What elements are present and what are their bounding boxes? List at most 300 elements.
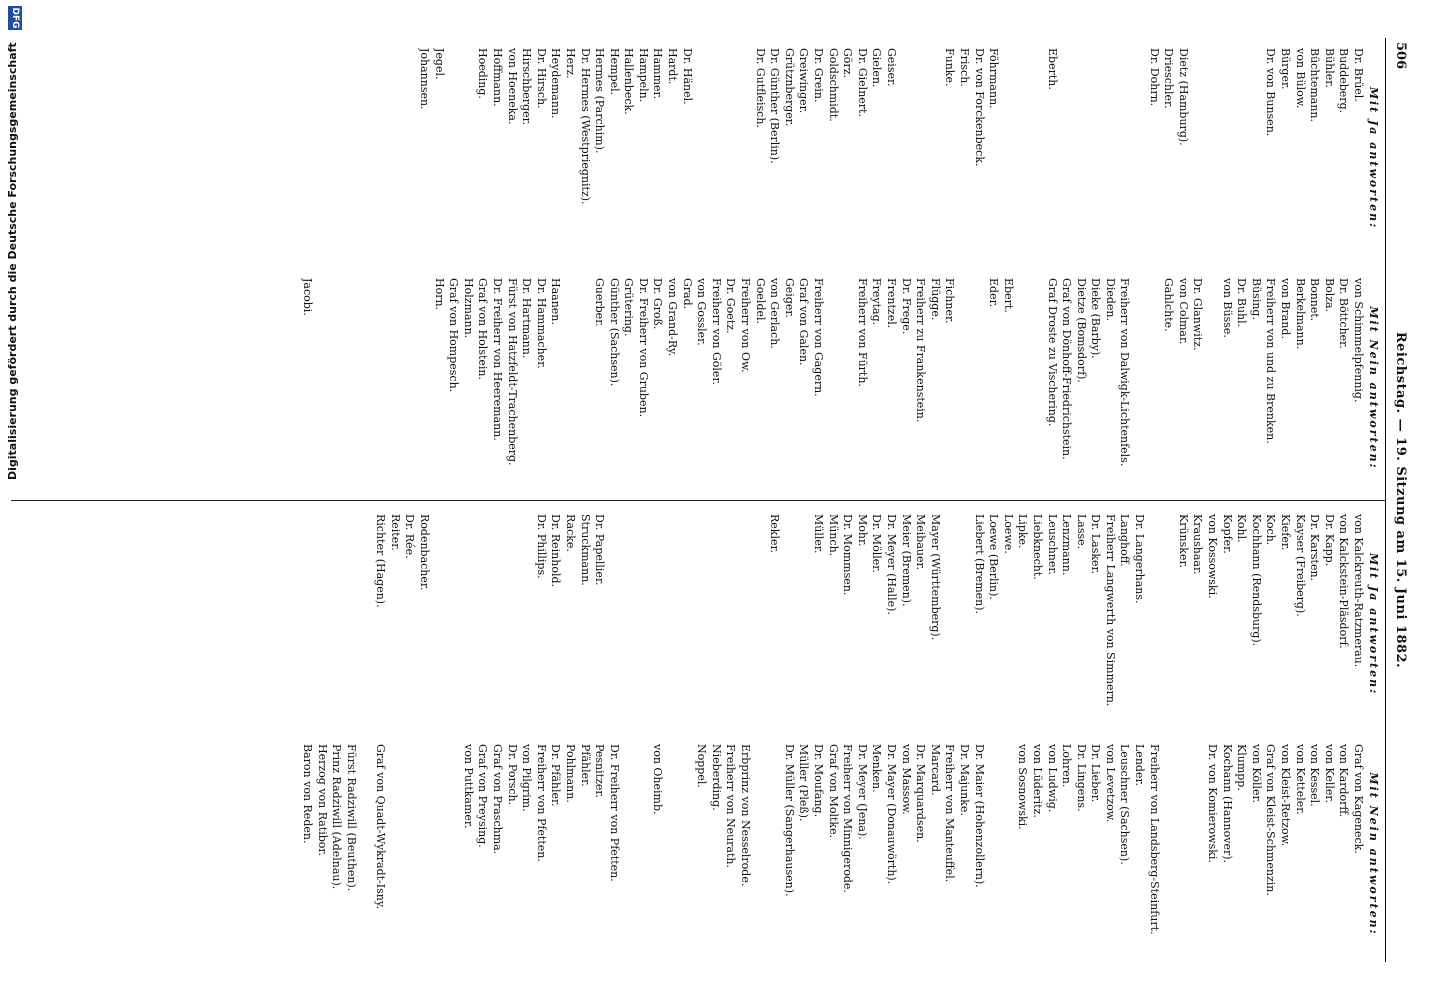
member-name: Holzmann. bbox=[461, 278, 475, 339]
member-name: von Lüderitz. bbox=[1030, 744, 1044, 818]
page-title: Reichstag. — 19. Sitzung am 15. Juni 1882. bbox=[1393, 331, 1408, 669]
member-name: von Büsse. bbox=[1220, 278, 1234, 338]
member-name: Dr. Hammacher. bbox=[534, 278, 548, 369]
member-name: Graf von Kleist-Schmenzin. bbox=[1264, 744, 1278, 896]
member-name: Graf von Hompesch. bbox=[447, 278, 461, 393]
member-name: Dr. Buhl. bbox=[1235, 278, 1249, 328]
member-name: Dr. Böttcher. bbox=[1337, 278, 1351, 349]
spacer bbox=[562, 278, 577, 498]
member-name: Hirschberger. bbox=[520, 48, 534, 126]
spacer bbox=[1204, 278, 1219, 498]
spacer bbox=[825, 278, 840, 498]
right-half bbox=[10, 514, 1380, 964]
member-name: Meier (Bremen). bbox=[899, 514, 913, 607]
member-name: Dieden. bbox=[1103, 278, 1117, 321]
spacer bbox=[1175, 744, 1190, 964]
member-name: von Brand. bbox=[1279, 278, 1293, 339]
member-name: Frentzel. bbox=[885, 278, 898, 329]
spacer bbox=[956, 278, 971, 498]
member-name: Krünsker. bbox=[1176, 514, 1190, 569]
member-name: Dr. Meyer (Jena). bbox=[855, 744, 869, 840]
member-name: Mohr. bbox=[855, 514, 869, 547]
member-name: Münch. bbox=[826, 514, 840, 557]
member-name: Dr. Gielnert. bbox=[855, 48, 869, 117]
spacer bbox=[1219, 48, 1234, 268]
member-name: Berkelmann. bbox=[1293, 278, 1307, 350]
member-name: Dietze (Bomsdorf). bbox=[1074, 278, 1088, 383]
member-name: Bürger. bbox=[1279, 48, 1293, 90]
member-name: Frisch. bbox=[957, 48, 971, 87]
member-name: Hallenbeck. bbox=[622, 48, 636, 115]
member-name: Graf von Preysing. bbox=[476, 744, 490, 848]
member-name: Kochann (Hannover). bbox=[1220, 744, 1234, 864]
spacer bbox=[416, 744, 431, 964]
member-name: Meibauer. bbox=[914, 514, 928, 571]
member-name: Dr. Hirsch. bbox=[534, 48, 548, 109]
member-name: Hempel. bbox=[607, 48, 621, 96]
member-name: Dr. Reinhold. bbox=[549, 514, 563, 588]
spacer bbox=[431, 514, 446, 734]
member-name: von Oheimb. bbox=[651, 744, 665, 815]
member-name: Dr. Porsch. bbox=[505, 744, 519, 806]
member-name: Kopfer. bbox=[1220, 514, 1234, 554]
member-name: von Gerlach. bbox=[768, 278, 782, 349]
member-name: Lohren. bbox=[1060, 744, 1074, 788]
right-yes-column bbox=[373, 514, 1380, 734]
member-name: Koch. bbox=[1264, 514, 1278, 546]
member-name: Pfähler. bbox=[578, 744, 592, 787]
spacer bbox=[402, 744, 417, 964]
spacer bbox=[431, 744, 446, 964]
member-name: Graf von Praschma. bbox=[490, 744, 504, 855]
member-name: von Gossler. bbox=[695, 278, 709, 346]
left-half bbox=[10, 48, 1380, 498]
spacer bbox=[898, 48, 913, 268]
spacer bbox=[986, 744, 1001, 964]
member-name: Reiter. bbox=[388, 514, 402, 551]
member-name: Görz. bbox=[841, 48, 855, 78]
member-name: Dr. Langerhans. bbox=[1133, 514, 1147, 604]
member-name: Dr. Marquardsen. bbox=[914, 744, 928, 843]
spacer bbox=[971, 278, 986, 498]
spacer bbox=[708, 48, 723, 268]
member-name: von Sosnowski. bbox=[1016, 744, 1030, 830]
member-name: Föhrmann. bbox=[987, 48, 1001, 109]
member-name: Liebert (Bremen). bbox=[972, 514, 986, 615]
member-name: Marcard. bbox=[928, 744, 942, 796]
spacer bbox=[796, 514, 811, 734]
member-name: Loewe. bbox=[1001, 514, 1015, 554]
member-name: Graf von Dönhoff-Friedrichstein. bbox=[1060, 278, 1074, 460]
spacer bbox=[1146, 278, 1161, 498]
spacer bbox=[387, 278, 402, 498]
member-name: Struckmann. bbox=[578, 514, 592, 586]
member-name: Freiherr von Gagern. bbox=[812, 278, 826, 397]
member-name: von Levetzow. bbox=[1103, 744, 1117, 823]
member-name: Dr. Lieber. bbox=[1089, 744, 1103, 803]
member-name: von Kardorff. bbox=[1337, 744, 1351, 818]
member-name: Freiherr von Minnigerode. bbox=[841, 744, 855, 893]
spacer bbox=[665, 514, 680, 734]
right-yes-list bbox=[373, 514, 1365, 734]
right-no-column bbox=[300, 744, 1380, 964]
member-name: Jacobi. bbox=[301, 278, 315, 316]
member-name: Dr. von Forckenbeck. bbox=[972, 48, 986, 167]
yes-heading: Mit Ja antworten: bbox=[1367, 552, 1380, 696]
member-name: Graf Droste zu Vischering. bbox=[1045, 278, 1059, 427]
member-name: Noppel. bbox=[695, 744, 709, 788]
member-name: von Hoeneka. bbox=[505, 48, 519, 125]
member-name: Freytag. bbox=[870, 278, 884, 326]
member-name: Dr. Freiherr von Heeremann. bbox=[490, 278, 504, 441]
spacer bbox=[752, 744, 767, 964]
member-name: von Kessel. bbox=[1308, 744, 1322, 807]
spacer bbox=[767, 744, 782, 964]
spacer bbox=[1132, 278, 1147, 498]
spacer bbox=[737, 514, 752, 734]
member-name: Dr. Maier (Hohenzollern). bbox=[972, 744, 986, 888]
spacer bbox=[446, 48, 461, 268]
member-name: Hermes (Parchim). bbox=[593, 48, 607, 154]
member-name: Pesnitzer. bbox=[593, 744, 607, 798]
member-name: Buddeberg. bbox=[1337, 48, 1351, 114]
spacer bbox=[650, 514, 665, 734]
member-name: Hardt. bbox=[666, 48, 680, 85]
spacer bbox=[737, 48, 752, 268]
member-name: Dr. Pfähler. bbox=[549, 744, 563, 807]
spacer bbox=[373, 278, 388, 498]
member-name: Dr. Möller. bbox=[870, 514, 884, 573]
spacer bbox=[402, 278, 417, 498]
member-name: Dr. Karsten. bbox=[1308, 514, 1322, 582]
page-number: 506 bbox=[1393, 42, 1408, 70]
member-name: von Kleist-Retzow. bbox=[1279, 744, 1293, 847]
left-no-list bbox=[300, 278, 1365, 498]
spacer bbox=[1132, 48, 1147, 268]
member-name: Gielen. bbox=[870, 48, 884, 88]
member-name: Goeldel. bbox=[753, 278, 767, 325]
member-name: Müller (Pleß). bbox=[797, 744, 811, 822]
member-name: Eder. bbox=[987, 278, 1001, 308]
member-name: Loewe (Berlin). bbox=[987, 514, 1001, 600]
spacer bbox=[1146, 514, 1161, 734]
spacer bbox=[621, 744, 636, 964]
member-name: Herz. bbox=[563, 48, 577, 79]
spacer bbox=[927, 48, 942, 268]
member-name: Dr. Frege. bbox=[899, 278, 913, 335]
member-name: Lenzmann. bbox=[1060, 514, 1074, 576]
member-name: Funke. bbox=[943, 48, 957, 87]
spacer bbox=[956, 514, 971, 734]
member-name: Racke. bbox=[563, 514, 577, 552]
spacer bbox=[519, 514, 534, 734]
spacer bbox=[460, 48, 475, 268]
spacer bbox=[913, 48, 928, 268]
member-name: Dr. Lingens. bbox=[1074, 744, 1088, 812]
member-name: Dr. Phillips. bbox=[534, 514, 548, 579]
member-name: Menken. bbox=[870, 744, 884, 793]
left-no-column bbox=[300, 278, 1380, 498]
member-name: Dr. Moufang. bbox=[812, 744, 826, 818]
member-name: Rodenbacher. bbox=[418, 514, 431, 591]
member-name: Rekler. bbox=[768, 514, 782, 554]
spacer bbox=[416, 278, 431, 498]
member-name: Hampeln. bbox=[636, 48, 650, 103]
member-name: Goldschmidt. bbox=[826, 48, 840, 122]
member-name: Graf von Quadt-Wykradt-Isny. bbox=[374, 744, 388, 910]
member-name: Dietz (Hamburg). bbox=[1176, 48, 1190, 146]
member-name: von Kossowski. bbox=[1206, 514, 1220, 599]
member-name: Freiherr von Fürth. bbox=[855, 278, 869, 387]
member-name: Dr. von Komierowski. bbox=[1206, 744, 1220, 863]
member-name: Dr. Lasker. bbox=[1089, 514, 1103, 575]
member-name: von Puttkamer. bbox=[461, 744, 475, 829]
spacer bbox=[446, 744, 461, 964]
member-name: von Grand-Ry. bbox=[666, 278, 680, 357]
no-heading: Mit Nein antworten: bbox=[1367, 306, 1380, 470]
member-name: Erbprinz von Nesselrode. bbox=[739, 744, 753, 887]
member-name: von Bülow. bbox=[1293, 48, 1307, 109]
member-name: Langhoff. bbox=[1118, 514, 1132, 567]
left-yes-column bbox=[416, 48, 1380, 268]
spacer bbox=[1190, 744, 1205, 964]
member-name: Grütering. bbox=[622, 278, 636, 337]
member-name: Hoffmann. bbox=[490, 48, 504, 107]
yes-heading: Mit Ja antworten: bbox=[1367, 86, 1380, 230]
member-name: Dr. Mommsen. bbox=[841, 514, 855, 596]
spacer bbox=[314, 278, 329, 498]
member-name: von Pilgrim. bbox=[520, 744, 534, 812]
page-header bbox=[1388, 38, 1414, 962]
spacer bbox=[1073, 48, 1088, 268]
member-name: Ebert. bbox=[1001, 278, 1015, 313]
spacer bbox=[1029, 48, 1044, 268]
spacer bbox=[840, 278, 855, 498]
member-name: Bolza. bbox=[1322, 278, 1336, 313]
member-name: Richter (Hagen). bbox=[374, 514, 388, 608]
member-name: Pohlmann. bbox=[563, 744, 577, 803]
spacer bbox=[358, 278, 373, 498]
member-name: Müller. bbox=[812, 514, 826, 554]
spacer bbox=[621, 514, 636, 734]
spacer bbox=[1161, 744, 1176, 964]
spacer bbox=[665, 744, 680, 964]
member-name: Dr. Dohrn. bbox=[1147, 48, 1161, 107]
left-yes-list bbox=[416, 48, 1365, 268]
spacer bbox=[679, 514, 694, 734]
spacer bbox=[1102, 48, 1117, 268]
member-name: von Schimmelpfennig. bbox=[1352, 278, 1365, 403]
spacer bbox=[1234, 48, 1249, 268]
spacer bbox=[752, 514, 767, 734]
member-name: Haanen. bbox=[549, 278, 563, 325]
member-name: Kayser (Freiberg). bbox=[1293, 514, 1307, 617]
member-name: Dr. Brüel. bbox=[1352, 48, 1365, 102]
member-name: von Massow. bbox=[899, 744, 913, 815]
member-name: Freiherr Langwerth von Simmern. bbox=[1103, 514, 1117, 707]
member-name: Dr. Goetz. bbox=[724, 278, 738, 334]
spacer bbox=[1117, 48, 1132, 268]
member-name: Johannsen. bbox=[418, 48, 431, 110]
member-name: Freiherr von Ow. bbox=[739, 278, 753, 373]
member-name: Hammer. bbox=[651, 48, 665, 100]
member-name: Freiherr von Dalwigk-Lichtenfels. bbox=[1118, 278, 1132, 467]
member-name: Leuschner (Sachsen). bbox=[1118, 744, 1132, 865]
spacer bbox=[708, 514, 723, 734]
spacer bbox=[635, 744, 650, 964]
spacer bbox=[504, 514, 519, 734]
spacer bbox=[329, 278, 344, 498]
member-name: Hoeding. bbox=[476, 48, 490, 99]
member-name: Freiherr von Neurath. bbox=[724, 744, 738, 868]
spacer bbox=[446, 514, 461, 734]
member-name: Guerber. bbox=[593, 278, 607, 327]
no-heading: Mit Nein antworten: bbox=[1367, 772, 1380, 936]
member-name: von Köller. bbox=[1249, 744, 1263, 804]
spacer bbox=[723, 48, 738, 268]
spacer bbox=[1161, 514, 1176, 734]
spacer bbox=[1000, 48, 1015, 268]
member-name: Lipke. bbox=[1016, 514, 1030, 549]
member-name: Fichner. bbox=[943, 278, 957, 324]
spacer bbox=[694, 514, 709, 734]
spacer bbox=[460, 514, 475, 734]
spacer bbox=[489, 514, 504, 734]
center-divider bbox=[11, 500, 1386, 501]
member-name: Dr. Majunke. bbox=[957, 744, 971, 816]
member-name: Dr. Gutfleisch. bbox=[753, 48, 767, 128]
member-name: Dr. Günther (Berlin). bbox=[768, 48, 782, 164]
dfg-logo: DFG bbox=[10, 7, 20, 29]
member-name: Fürst von Hatzfeldt-Trachenberg. bbox=[505, 278, 519, 466]
spacer bbox=[475, 514, 490, 734]
digitization-credit: Digitalisierung gefördert durch die Deutsche Forschungsgemeinschaft bbox=[6, 42, 19, 480]
member-name: Dr. Hänel. bbox=[680, 48, 694, 105]
member-name: Eberth. bbox=[1045, 48, 1059, 90]
member-name: Dr. Hartmann. bbox=[520, 278, 534, 359]
member-name: Graf von Kageneck. bbox=[1352, 744, 1365, 854]
spacer bbox=[679, 744, 694, 964]
member-name: Jegel. bbox=[432, 48, 446, 80]
member-name: Kohl. bbox=[1235, 514, 1249, 543]
member-name: Grütznberger. bbox=[782, 48, 796, 127]
spacer bbox=[1015, 278, 1030, 498]
member-name: von Ludwig. bbox=[1045, 744, 1059, 813]
member-name: Dieke (Barby). bbox=[1089, 278, 1103, 359]
member-name: Freiherr zu Frankenstein. bbox=[914, 278, 928, 423]
member-name: Grad. bbox=[680, 278, 694, 310]
spacer bbox=[1088, 48, 1103, 268]
member-name: Freiherr von Manteuffel. bbox=[943, 744, 957, 883]
member-name: von Kalckstein-Pläsdorf. bbox=[1337, 514, 1351, 649]
spacer bbox=[387, 744, 402, 964]
member-name: Horn. bbox=[432, 278, 446, 311]
member-name: Dr. Rée. bbox=[403, 514, 417, 559]
member-name: Mayer (Württemberg). bbox=[928, 514, 942, 641]
member-name: Drieschler. bbox=[1162, 48, 1176, 109]
member-name: Baron von Reden. bbox=[301, 744, 315, 844]
member-name: Graf von Moltke. bbox=[826, 744, 840, 839]
member-name: Freiherr von Göler. bbox=[709, 278, 723, 385]
member-name: Dr. Müller (Sangerhausen). bbox=[782, 744, 796, 897]
right-no-list bbox=[300, 744, 1365, 964]
spacer bbox=[1204, 48, 1219, 268]
spacer bbox=[1059, 48, 1074, 268]
member-name: von Kalckreuth-Ratzmerau. bbox=[1352, 514, 1365, 668]
member-name: Freiherr von Pfetten. bbox=[534, 744, 548, 862]
member-name: Herzog von Ratibor. bbox=[315, 744, 329, 856]
spacer bbox=[781, 514, 796, 734]
spacer bbox=[1000, 744, 1015, 964]
member-name: Dr. von Bunsen. bbox=[1264, 48, 1278, 137]
spacer bbox=[1248, 48, 1263, 268]
spacer bbox=[635, 514, 650, 734]
member-name: Dr. Groß. bbox=[651, 278, 665, 330]
member-name: Günther (Sachsen). bbox=[607, 278, 621, 387]
member-name: Geiger. bbox=[782, 278, 796, 318]
member-name: Leuschner. bbox=[1045, 514, 1059, 575]
member-name: Kochhann (Rendsburg). bbox=[1249, 514, 1263, 647]
member-name: Büchtemann. bbox=[1308, 48, 1322, 122]
member-name: Dr. Kapp. bbox=[1322, 514, 1336, 567]
member-name: Bonnet. bbox=[1308, 278, 1322, 322]
spacer bbox=[577, 278, 592, 498]
member-name: Fürst Radziwill (Beuthen). bbox=[345, 744, 359, 892]
spacer bbox=[1015, 48, 1030, 268]
spacer bbox=[694, 48, 709, 268]
member-name: Gahlchte. bbox=[1162, 278, 1176, 332]
spacer bbox=[1190, 48, 1205, 268]
member-name: Kraushaar. bbox=[1191, 514, 1205, 575]
member-name: Lasse. bbox=[1074, 514, 1088, 550]
spacer bbox=[343, 278, 358, 498]
member-name: Heydemann. bbox=[549, 48, 563, 119]
member-name: Nieberding. bbox=[709, 744, 723, 811]
member-name: von Keller. bbox=[1322, 744, 1336, 803]
member-name: Dr. Freiherr von Gruben. bbox=[636, 278, 650, 418]
member-name: Freiherr von und zu Brenken. bbox=[1264, 278, 1278, 444]
member-name: Liebknecht. bbox=[1030, 514, 1044, 580]
member-name: Geiser. bbox=[885, 48, 898, 87]
member-name: Dr. Meyer (Halle). bbox=[885, 514, 898, 615]
member-name: von Ketteler. bbox=[1293, 744, 1307, 815]
member-name: Freiherr von Landsberg-Steinfurt. bbox=[1147, 744, 1161, 935]
member-name: Graf von Galen. bbox=[797, 278, 811, 366]
member-name: Prinz Radziwill (Adelnau). bbox=[330, 744, 344, 890]
member-name: Dr. Grein. bbox=[812, 48, 826, 103]
member-name: Klumpp. bbox=[1235, 744, 1249, 791]
member-name: Büsing. bbox=[1249, 278, 1263, 320]
member-name: Kiefer. bbox=[1279, 514, 1293, 551]
member-name: Greiwinger. bbox=[797, 48, 811, 114]
spacer bbox=[606, 514, 621, 734]
member-name: Dr. Hermes (Westpriegnitz). bbox=[578, 48, 592, 205]
spacer bbox=[942, 514, 957, 734]
member-name: Bühler. bbox=[1322, 48, 1336, 88]
member-name: Lender. bbox=[1133, 744, 1147, 786]
member-name: Graf von Holstein. bbox=[476, 278, 490, 380]
member-name: Dr. Glanwitz. bbox=[1191, 278, 1205, 351]
member-name: Dr. Papellier. bbox=[593, 514, 607, 586]
member-name: von Colmar. bbox=[1176, 278, 1190, 345]
spacer bbox=[723, 514, 738, 734]
digitization-sidebar bbox=[2, 0, 24, 1000]
member-name: Dr. Freiherr von Pfetten. bbox=[607, 744, 621, 882]
spacer bbox=[358, 744, 373, 964]
member-name: Flügge. bbox=[928, 278, 942, 321]
spacer bbox=[1029, 278, 1044, 498]
member-name: Dr. Mayer (Donauwörth). bbox=[885, 744, 898, 885]
